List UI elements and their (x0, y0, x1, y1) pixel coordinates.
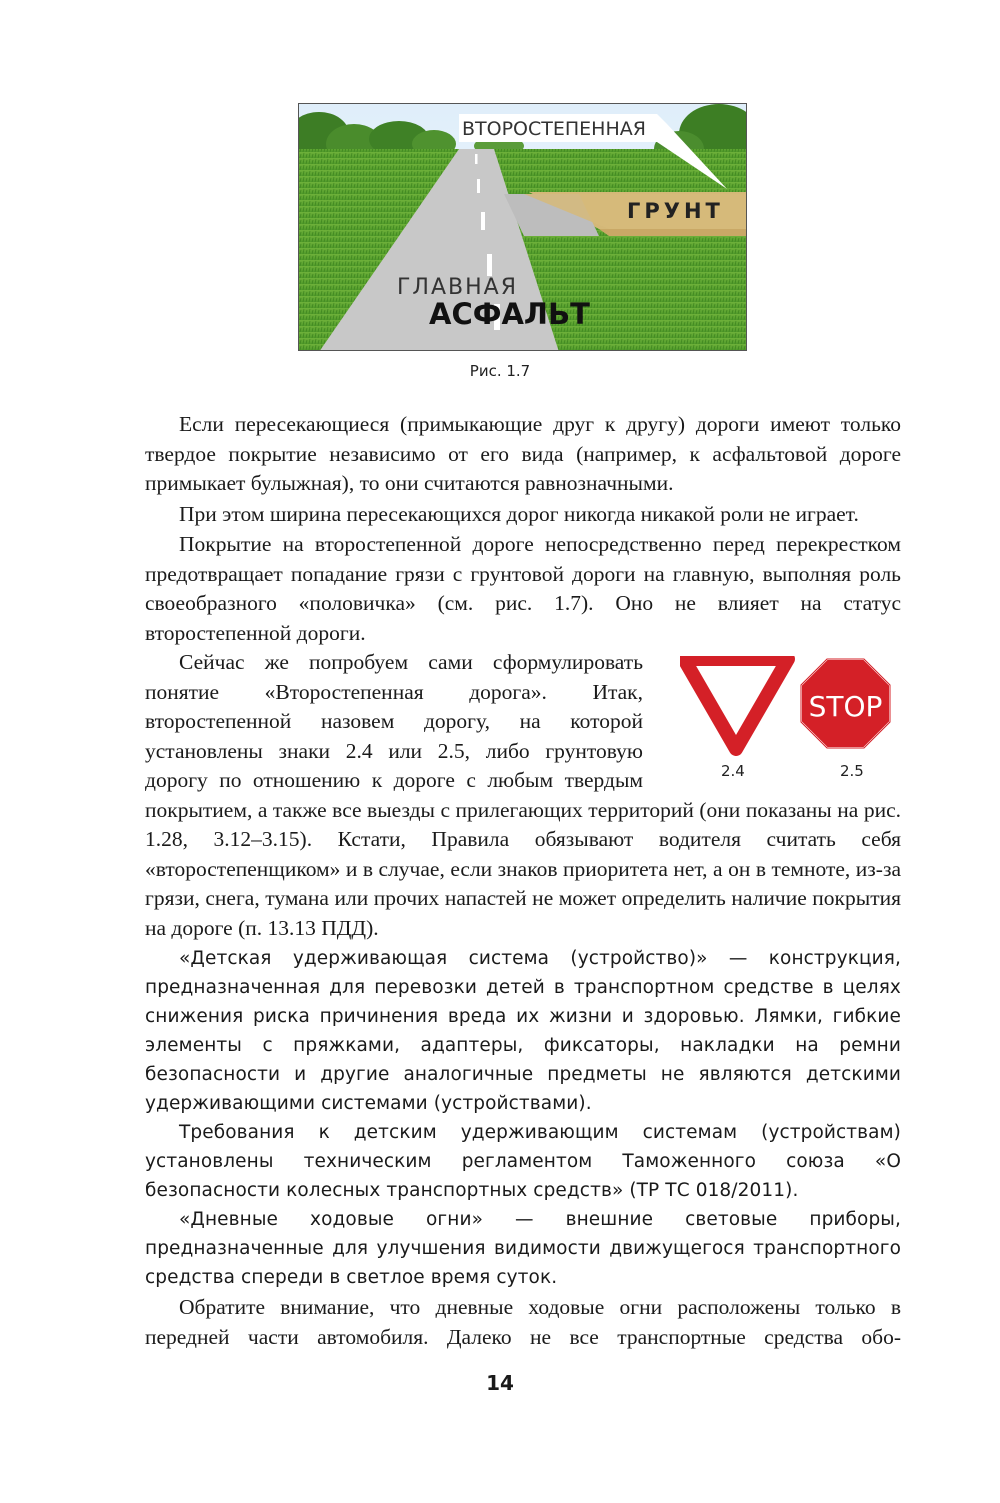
paragraph-2: При этом ширина пересекающихся дорог никогда никакой роли не играет. (179, 502, 859, 526)
definition-child-restraint: «Детская удерживающая система (устройство)» — конструкция, предназначенная для перевозки детей в транспортном средстве в целях снижения риска причинения вреда их жизни и здоровью. Лямки, гибкие элементы с пряжками, адаптеры, фиксаторы, накладки на ремни безопасности и другие аналогичные предметы не являются детскими удерживающими системами (устройствами). (145, 948, 901, 1114)
road-illustration (298, 103, 747, 351)
yield-sign-label: 2.4 (721, 762, 745, 780)
stop-sign-icon (801, 659, 890, 748)
paragraph-3: Покрытие на второстепенной дороге непосредственно перед перекрестком предотвращает попадание грязи с грунтовой дороги на главную, выполняя роль своеобразного «половичка» (см. рис. 1.7). Оно не влияет на статус второстепенной дороги. (145, 532, 901, 645)
figure-caption: Рис. 1.7 (469, 362, 531, 380)
label-secondary-road: ВТОРОСТЕПЕННАЯ (462, 118, 646, 140)
stop-sign-text: STOP (808, 690, 883, 723)
definition-requirements: Требования к детским удерживающим системам (устройствам) установлены техническим регламентом Таможенного союза «О безопасности колесных транспортных средств» (ТР ТС 018/2011). (145, 1122, 901, 1201)
stop-sign-label: 2.5 (840, 762, 864, 780)
paragraph-5: Обратите внимание, что дневные ходовые огни расположены только в передней части автомобиля. Далеко не все транспортные средства обо- (145, 1295, 901, 1349)
label-ground: ГРУНТ (627, 199, 724, 223)
label-asphalt: АСФАЛЬТ (429, 297, 590, 331)
label-main-road: ГЛАВНАЯ (397, 275, 518, 300)
paragraph-4: Сейчас же попробуем сами сформулировать понятие «Второстепенная дорога». Итак, второстепенной назовем дорогу, на которой установлены знаки 2.4 или 2.5, либо грунтовую дорогу по отношению к дороге с любым твердым покрытием, а также все выезды с прилегающих территорий (они показаны на рис. 1.28, 3.12–3.15). Кстати, Правила обязывают водителя считать себя «второстепенщиком» и в случае, если знаков приоритета нет, а он в темноте, из-за грязи, снега, тумана или прочих напастей не может определить наличие покрытия на дороге (п. 13.13 ПДД). (145, 650, 901, 940)
road-signs (680, 656, 905, 786)
page-number: 14 (486, 1371, 514, 1395)
yield-sign-icon (684, 659, 788, 749)
paragraph-1: Если пересекающиеся (примыкающие друг к другу) дороги имеют только твердое покрытие независимо от его вида (например, к асфальтовой дороге примыкает булыжная), то они считаются равнозначными. (145, 412, 901, 495)
definition-daytime-lights: «Дневные ходовые огни» — внешние световые приборы, предназначенные для улучшения видимости движущегося транспортного средства спереди в светлое время суток. (145, 1209, 901, 1288)
